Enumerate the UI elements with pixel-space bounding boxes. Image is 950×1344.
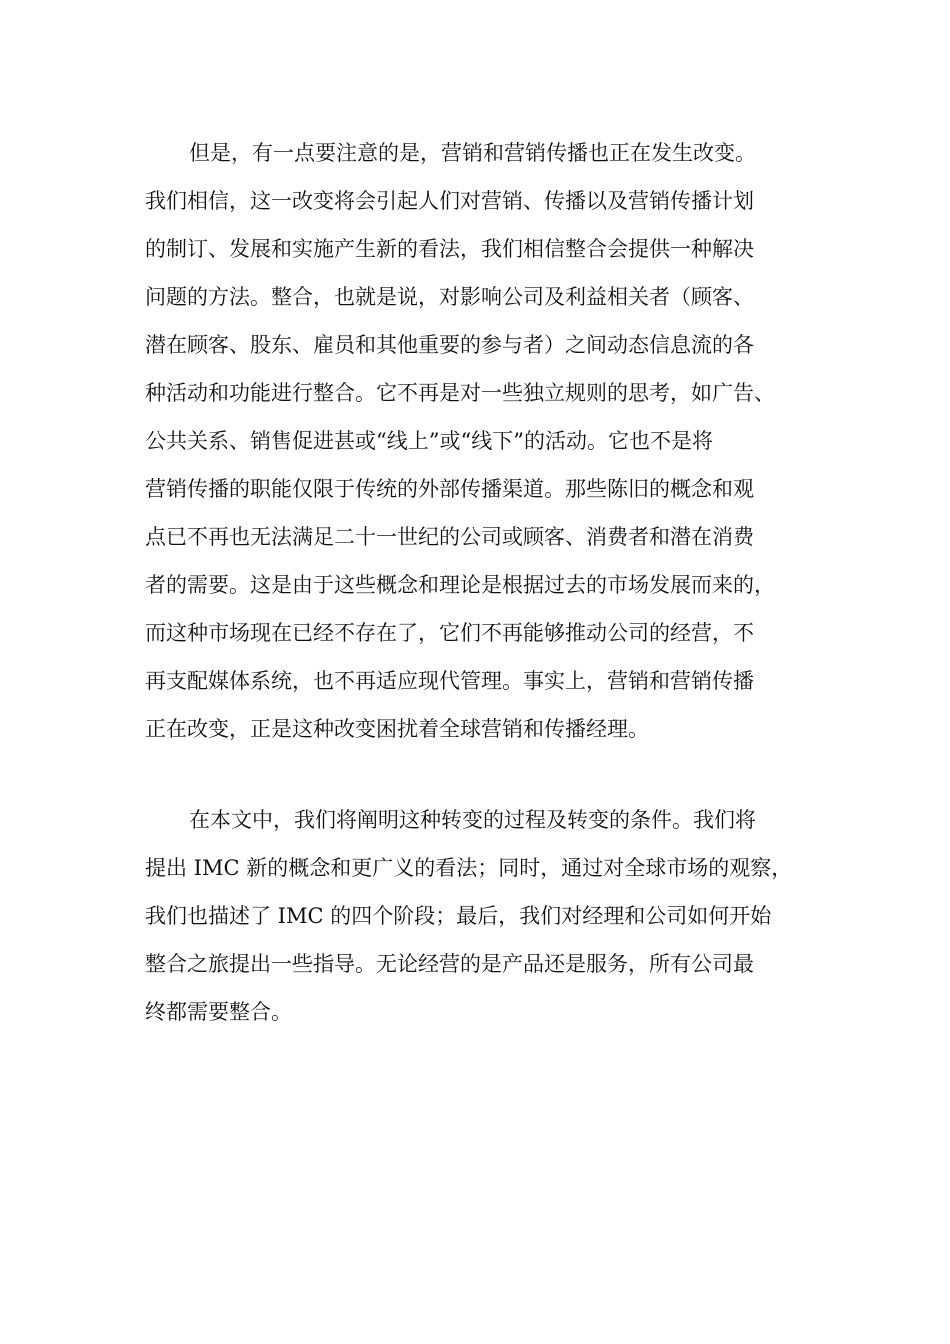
paragraph-line: 但是，有一点要注意的是，营销和营销传播也正在发生改变。 bbox=[189, 141, 756, 165]
paragraph-line: 潜在顾客、股东、雇员和其他重要的参与者）之间动态信息流的各 bbox=[145, 333, 754, 357]
paragraph-line: 整合之旅提出一些指导。无论经营的是产品还是服务，所有公司最 bbox=[145, 952, 754, 976]
paragraph-line: 者的需要。这是由于这些概念和理论是根据过去的市场发展而来的， bbox=[145, 573, 775, 597]
paragraph-line: 公共关系、销售促进甚或“线上”或“线下”的活动。它也不是将 bbox=[145, 429, 713, 453]
paragraph-line: 终都需要整合。 bbox=[145, 1000, 292, 1024]
paragraph-line: 我们相信，这一改变将会引起人们对营销、传播以及营销传播计划 bbox=[145, 189, 754, 213]
paragraph-line: 正在改变，正是这种改变困扰着全球营销和传播经理。 bbox=[145, 717, 649, 741]
paragraph-line: 营销传播的职能仅限于传统的外部传播渠道。那些陈旧的概念和观 bbox=[145, 477, 754, 501]
paragraph-line: 在本文中，我们将阐明这种转变的过程及转变的条件。我们将 bbox=[189, 808, 756, 832]
paragraph-line: 问题的方法。整合，也就是说，对影响公司及利益相关者（顾客、 bbox=[145, 285, 754, 309]
paragraph-line: 种活动和功能进行整合。它不再是对一些独立规则的思考，如广告、 bbox=[145, 381, 775, 405]
paragraph-line: 提出 IMC 新的概念和更广义的看法；同时，通过对全球市场的观察， bbox=[145, 856, 793, 880]
paragraph-line: 点已不再也无法满足二十一世纪的公司或顾客、消费者和潜在消费 bbox=[145, 525, 754, 549]
paragraph-line: 再支配媒体系统，也不再适应现代管理。事实上，营销和营销传播 bbox=[145, 669, 754, 693]
paragraph-line: 我们也描述了 IMC 的四个阶段；最后，我们对经理和公司如何开始 bbox=[145, 904, 772, 928]
paragraph-line: 的制订、发展和实施产生新的看法，我们相信整合会提供一种解决 bbox=[145, 237, 754, 261]
paragraph-line: 而这种市场现在已经不存在了，它们不再能够推动公司的经营，不 bbox=[145, 621, 754, 645]
